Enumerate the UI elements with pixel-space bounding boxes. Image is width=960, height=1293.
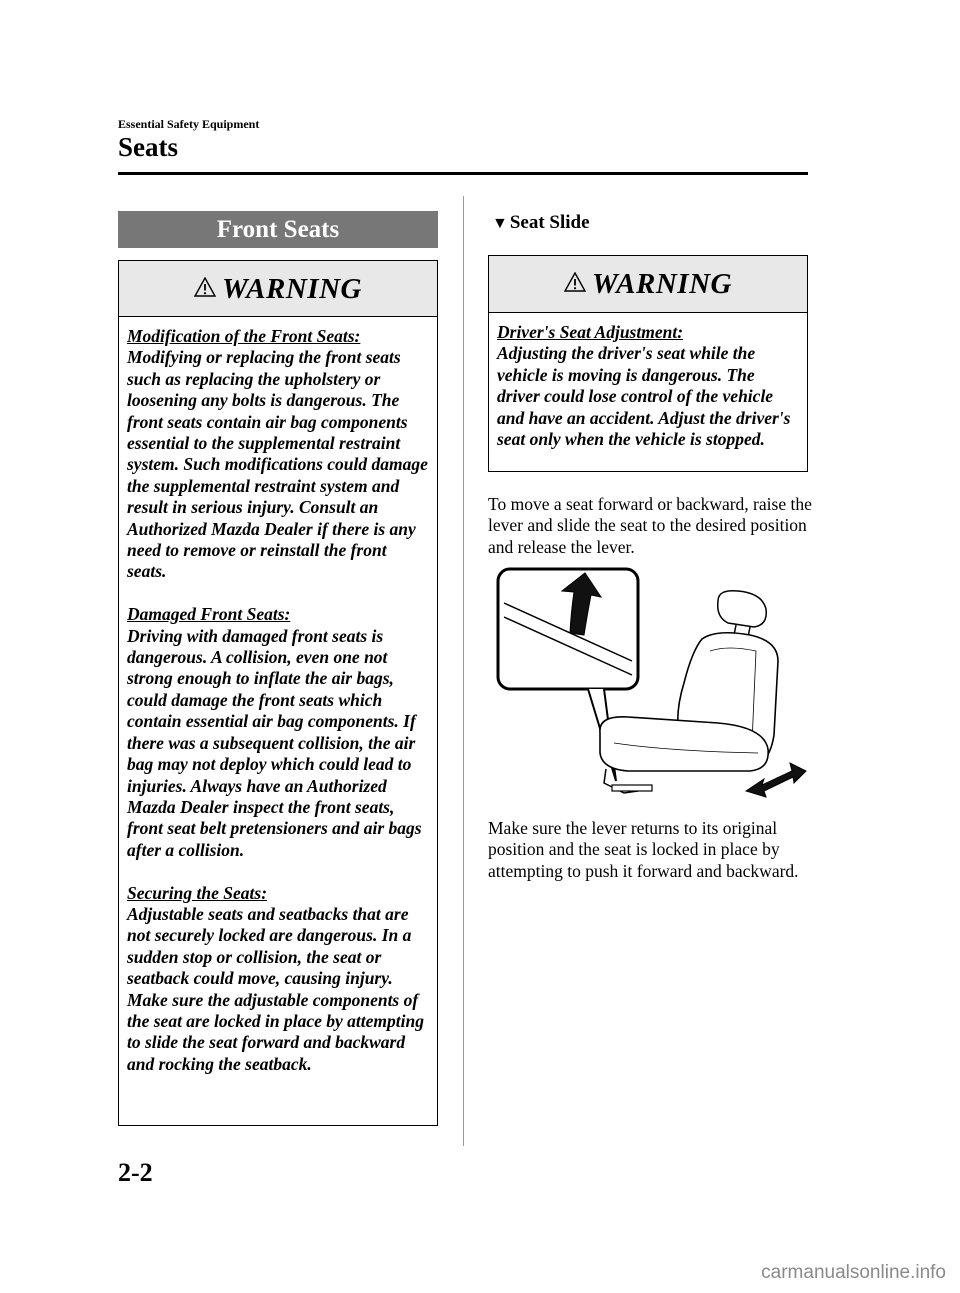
warning-text: Adjusting the driver's seat while the vehicle is moving is dangerous. The driver could lose control of the vehicle and have an accident. Adjust the driver's seat only when the vehicle is stopped.	[497, 343, 791, 450]
seat-slide-heading-text: Seat Slide	[509, 212, 590, 233]
seat-slide-heading	[492, 212, 590, 234]
page-number: 2-2	[118, 1158, 153, 1187]
warning-body	[489, 313, 807, 450]
instruction-paragraph: To move a seat forward or backward, raise the lever and slide the seat to the desired position and release the lever.	[488, 494, 812, 557]
warning-subtitle: Driver's Seat Adjustment:	[497, 322, 684, 342]
page-title: Seats	[118, 132, 178, 162]
instruction-paragraph: Make sure the lever returns to its original position and the seat is locked in place by attempting to push it forward and backward.	[488, 818, 799, 881]
warning-subtitle: Modification of the Front Seats:	[127, 326, 361, 346]
seat-slide-illustration	[488, 565, 808, 800]
header-divider	[118, 172, 808, 175]
column-divider	[463, 196, 464, 1146]
warning-label: WARNING	[222, 273, 362, 305]
watermark: carmanualsonline.info	[761, 1262, 946, 1283]
warning-text: Adjustable seats and seatbacks that are not securely locked are dangerous. In a sudden stop or collision, the seat or seatback could move, causing injury. Make sure the adjustable components of the seat are locked in place by attempting to slide the seat forward and backward and rocking the seatback.	[127, 903, 424, 1074]
warning-subtitle: Damaged Front Seats:	[127, 604, 291, 625]
section-label: Essential Safety Equipment	[118, 117, 260, 131]
section-marker-icon: ▼	[492, 215, 508, 232]
front-seats-heading: Front Seats	[118, 211, 438, 248]
warning-text: Driving with damaged front seats is dangerous. A collision, even one not strong enough to inflate the air bags, could damage the front seats which contain essential air bag components. If there was a subsequent collision, the air bag may not deploy which could lead to injuries. Always have an Authorized Mazda Dealer inspect the front seats, front seat belt pretensioners and air bags after a collision.	[127, 625, 422, 860]
warning-triangle-icon	[194, 277, 216, 297]
warning-label: WARNING	[592, 268, 732, 300]
warning-text: Modifying or replacing the front seats such as replacing the upholstery or loosening any bolts is dangerous. The front seats contain air bag components essential to the supplemental restraint system. Such modifications could damage the supplemental restraint system and result in serious injury. Consult an Authorized Mazda Dealer if there is any need to remove or reinstall the front seats.	[127, 347, 428, 582]
warning-triangle-icon	[564, 272, 586, 292]
warning-body	[119, 317, 437, 1075]
seat-slide-warning-box	[488, 255, 808, 472]
warning-header	[119, 261, 437, 317]
warning-header	[489, 256, 807, 313]
warning-subtitle: Securing the Seats:	[127, 882, 268, 903]
front-seats-warning-box	[118, 260, 438, 1126]
